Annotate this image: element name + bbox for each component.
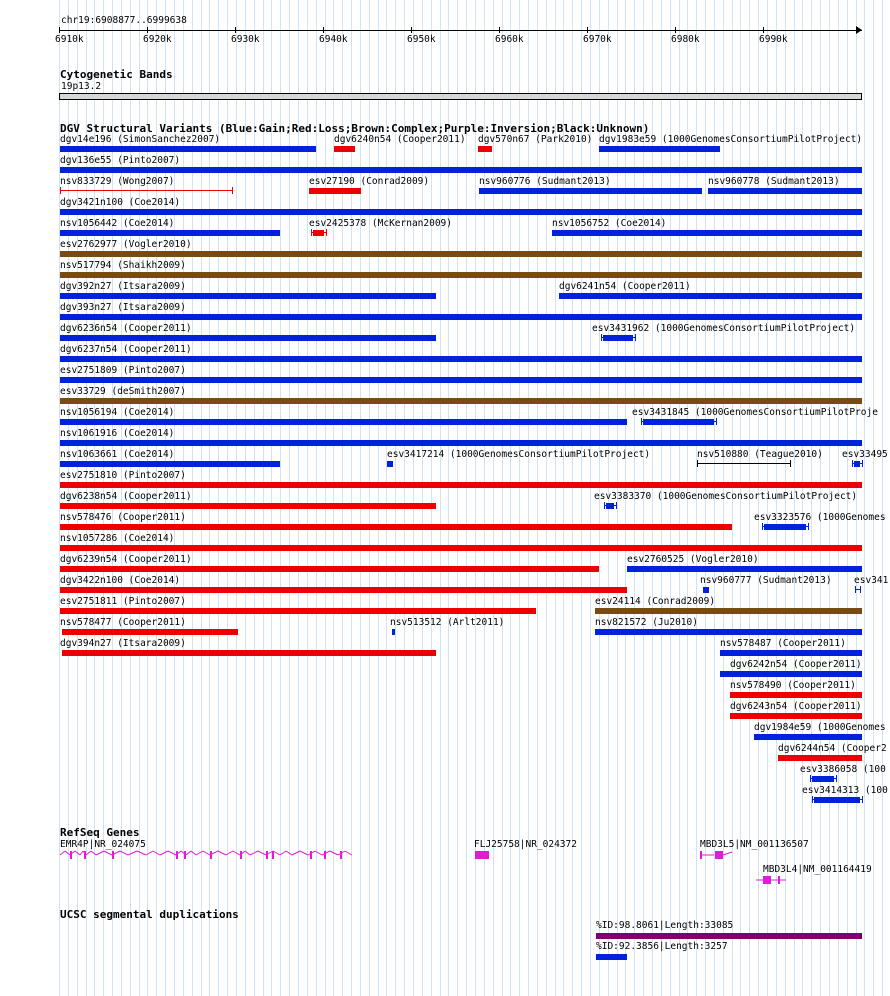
sv-label[interactable]: dgv392n27 (Itsara2009) bbox=[60, 281, 186, 292]
ruler-tick bbox=[411, 27, 412, 33]
gene-intron bbox=[186, 851, 191, 855]
gene-exon[interactable] bbox=[176, 851, 178, 859]
ruler-tick bbox=[763, 27, 764, 33]
gene-exon[interactable] bbox=[310, 851, 312, 859]
sv-label[interactable]: nsv578477 (Cooper2011) bbox=[60, 617, 186, 628]
sv-label[interactable]: nsv1061916 (Coe2014) bbox=[60, 428, 175, 439]
gene-exon[interactable] bbox=[700, 851, 702, 859]
gene-intron bbox=[104, 851, 112, 855]
sv-label[interactable]: dgv3421n100 (Coe2014) bbox=[60, 197, 181, 208]
sv-label[interactable]: dgv570n67 (Park2010) bbox=[478, 134, 593, 145]
sv-label[interactable]: nsv513512 (Arlt2011) bbox=[390, 617, 505, 628]
gene-exon[interactable] bbox=[210, 851, 212, 859]
sv-label[interactable]: nsv1056442 (Coe2014) bbox=[60, 218, 175, 229]
gene-intron bbox=[280, 851, 286, 855]
gene-exon[interactable] bbox=[340, 851, 342, 859]
sv-label[interactable]: nsv960776 (Sudmant2013) bbox=[479, 176, 611, 187]
ruler-tick bbox=[147, 27, 148, 33]
gene-intron bbox=[137, 851, 146, 855]
sv-label[interactable]: dgv14e196 (SimonSanchez2007) bbox=[60, 134, 221, 145]
sv-label[interactable]: dgv394n27 (Itsara2009) bbox=[60, 638, 186, 649]
gene-label[interactable]: MBD3L4|NM_001164419 bbox=[763, 864, 872, 875]
gene-intron bbox=[315, 851, 322, 855]
gene-exon[interactable] bbox=[84, 851, 86, 859]
sv-label[interactable]: esv27190 (Conrad2009) bbox=[309, 176, 430, 187]
gene-intron bbox=[300, 851, 308, 855]
ruler-tick-label: 6930k bbox=[231, 34, 260, 45]
ruler-tick bbox=[675, 27, 676, 33]
sv-label[interactable]: esv2751811 (Pinto2007) bbox=[60, 596, 186, 607]
gene-intron bbox=[203, 851, 210, 855]
ruler-axis bbox=[59, 30, 862, 31]
sv-label[interactable]: nsv578490 (Cooper2011) bbox=[730, 680, 856, 691]
sv-label[interactable]: dgv6239n54 (Cooper2011) bbox=[60, 554, 192, 565]
sv-label[interactable]: nsv1056752 (Coe2014) bbox=[552, 218, 667, 229]
sv-label[interactable]: esv2762977 (Vogler2010) bbox=[60, 239, 192, 250]
sv-label[interactable]: dgv1983e59 (1000GenomesConsortiumPilotProject) bbox=[599, 134, 863, 145]
sv-label[interactable]: esv2760525 (Vogler2010) bbox=[627, 554, 759, 565]
gene-intron bbox=[60, 851, 65, 855]
sv-label[interactable]: dgv6240n54 (Cooper2011) bbox=[334, 134, 466, 145]
ruler-tick-label: 6980k bbox=[671, 34, 700, 45]
ruler-tick bbox=[235, 27, 236, 33]
gene-exon[interactable] bbox=[778, 876, 780, 884]
gene-intron bbox=[250, 851, 258, 855]
sv-label[interactable]: dgv393n27 (Itsara2009) bbox=[60, 302, 186, 313]
track-title-refseq: RefSeq Genes bbox=[60, 826, 140, 839]
sv-label[interactable]: dgv6238n54 (Cooper2011) bbox=[60, 491, 192, 502]
gene-exon[interactable] bbox=[70, 851, 72, 859]
gene-exon[interactable] bbox=[184, 851, 186, 859]
gene-label[interactable]: EMR4P|NR_024075 bbox=[60, 839, 146, 850]
sv-label[interactable]: dgv6236n54 (Cooper2011) bbox=[60, 323, 192, 334]
ruler-tick-label: 6940k bbox=[319, 34, 348, 45]
gene-exon[interactable] bbox=[715, 851, 723, 859]
sv-label[interactable]: esv2751809 (Pinto2007) bbox=[60, 365, 186, 376]
sv-label[interactable]: nsv1056194 (Coe2014) bbox=[60, 407, 175, 418]
sv-label[interactable]: nsv1063661 (Coe2014) bbox=[60, 449, 175, 460]
gene-intron bbox=[146, 851, 153, 855]
gene-intron bbox=[120, 851, 128, 855]
sv-label[interactable]: nsv833729 (Wong2007) bbox=[60, 176, 175, 187]
gene-intron bbox=[91, 851, 96, 855]
gene-intron bbox=[153, 851, 160, 855]
sv-label[interactable]: dgv6244n54 (Cooper2 bbox=[778, 743, 887, 754]
sv-label[interactable]: nsv510880 (Teague2010) bbox=[697, 449, 823, 460]
track-title-segdup: UCSC segmental duplications bbox=[60, 908, 239, 921]
sv-label[interactable]: nsv960778 (Sudmant2013) bbox=[708, 176, 840, 187]
gene-label[interactable]: MBD3L5|NM_001136507 bbox=[700, 839, 809, 850]
gene-intron bbox=[96, 851, 104, 855]
sv-label[interactable]: esv3383370 (1000GenomesConsortiumPilotProject) bbox=[594, 491, 858, 502]
ruler-tick-label: 6970k bbox=[583, 34, 612, 45]
gene-intron bbox=[258, 851, 266, 855]
sv-label[interactable]: esv3431845 (1000GenomesConsortiumPilotProje bbox=[632, 407, 878, 418]
ruler-track bbox=[0, 0, 890, 50]
gene-intron bbox=[75, 851, 80, 855]
sv-label[interactable]: esv3323576 (1000Genomes bbox=[754, 512, 886, 523]
sv-label[interactable]: nsv960777 (Sudmant2013) bbox=[700, 575, 832, 586]
gene-exon[interactable] bbox=[266, 851, 268, 859]
gene-intron bbox=[226, 851, 233, 855]
ruler-tick-label: 6990k bbox=[759, 34, 788, 45]
ruler-arrow-icon bbox=[856, 26, 862, 34]
gene-intron bbox=[330, 851, 338, 855]
gene-intron bbox=[245, 851, 250, 855]
position-label[interactable]: chr19:6908877..6999638 bbox=[61, 15, 187, 26]
gene-intron bbox=[86, 851, 91, 855]
sv-label[interactable]: esv3417214 (1000GenomesConsortiumPilotProject) bbox=[387, 449, 651, 460]
gene-exon[interactable] bbox=[112, 851, 114, 859]
sv-label[interactable]: nsv821572 (Ju2010) bbox=[595, 617, 698, 628]
sv-label[interactable]: nsv517794 (Shaikh2009) bbox=[60, 260, 186, 271]
ruler-tick-label: 6950k bbox=[407, 34, 436, 45]
sv-label[interactable]: nsv578487 (Cooper2011) bbox=[720, 638, 846, 649]
sv-label[interactable]: dgv3422n100 (Coe2014) bbox=[60, 575, 181, 586]
sv-label[interactable]: dgv136e55 (Pinto2007) bbox=[60, 155, 181, 166]
gene-intron bbox=[128, 851, 137, 855]
ruler-tick-label: 6960k bbox=[495, 34, 524, 45]
gene-exon[interactable] bbox=[475, 851, 489, 859]
sv-label[interactable]: dgv6237n54 (Cooper2011) bbox=[60, 344, 192, 355]
ruler-tick bbox=[499, 27, 500, 33]
sv-label[interactable]: esv2751810 (Pinto2007) bbox=[60, 470, 186, 481]
cytoband-label[interactable]: 19p13.2 bbox=[61, 81, 102, 92]
gene-intron bbox=[168, 851, 176, 855]
gene-intron bbox=[286, 851, 292, 855]
sv-label[interactable]: dgv1984e59 (1000Genomes bbox=[754, 722, 886, 733]
gene-intron bbox=[233, 851, 240, 855]
sv-label[interactable]: esv33729 (deSmith2007) bbox=[60, 386, 186, 397]
segdup-label[interactable]: %ID:98.8061|Length:33085 bbox=[596, 920, 734, 931]
ruler-tick-label: 6920k bbox=[143, 34, 172, 45]
sv-label[interactable]: dgv6243n54 (Cooper2011) bbox=[730, 701, 862, 712]
sv-label[interactable]: nsv1057286 (Coe2014) bbox=[60, 533, 175, 544]
gene-intron bbox=[218, 851, 226, 855]
sv-label[interactable]: esv2425378 (McKernan2009) bbox=[309, 218, 452, 229]
sv-label[interactable]: dgv6241n54 (Cooper2011) bbox=[559, 281, 691, 292]
gene-exon[interactable] bbox=[240, 851, 242, 859]
sv-label[interactable]: nsv578476 (Cooper2011) bbox=[60, 512, 186, 523]
gene-exon[interactable] bbox=[272, 851, 274, 859]
ruler-tick-label: 6910k bbox=[55, 34, 84, 45]
gene-intron bbox=[273, 851, 280, 855]
sv-label[interactable]: esv3431962 (1000GenomesConsortiumPilotProject) bbox=[592, 323, 856, 334]
gene-exon[interactable] bbox=[324, 851, 326, 859]
gene-exon[interactable] bbox=[763, 876, 771, 884]
gene-intron bbox=[160, 851, 168, 855]
ruler-tick bbox=[587, 27, 588, 33]
gene-intron bbox=[345, 851, 352, 855]
sv-label[interactable]: esv3414313 (100 bbox=[802, 785, 888, 796]
ruler-tick bbox=[59, 27, 60, 33]
segdup-label[interactable]: %ID:92.3856|Length:3257 bbox=[596, 941, 728, 952]
gene-intron bbox=[191, 851, 196, 855]
gene-label[interactable]: FLJ25758|NR_024372 bbox=[474, 839, 577, 850]
sv-label[interactable]: esv3386058 (100 bbox=[800, 764, 886, 775]
segdup-bar[interactable] bbox=[596, 954, 627, 960]
gene-intron bbox=[80, 851, 83, 855]
track-title-cytoband: Cytogenetic Bands bbox=[60, 68, 173, 81]
sv-label[interactable]: esv24114 (Conrad2009) bbox=[595, 596, 716, 607]
gene-intron bbox=[196, 851, 203, 855]
gene-intron bbox=[292, 851, 300, 855]
track-title-dgv: DGV Structural Variants (Blue:Gain;Red:Loss;Brown:Complex;Purple:Inversion;Black:Unknown) bbox=[60, 122, 650, 135]
sv-label[interactable]: esv33495 bbox=[842, 449, 888, 460]
gene-intron bbox=[723, 852, 732, 855]
ruler-tick bbox=[323, 27, 324, 33]
gene-intron bbox=[65, 851, 70, 855]
sv-label[interactable]: esv341 bbox=[854, 575, 889, 586]
sv-label[interactable]: dgv6242n54 (Cooper2011) bbox=[730, 659, 862, 670]
segdup-bar[interactable] bbox=[596, 933, 862, 939]
